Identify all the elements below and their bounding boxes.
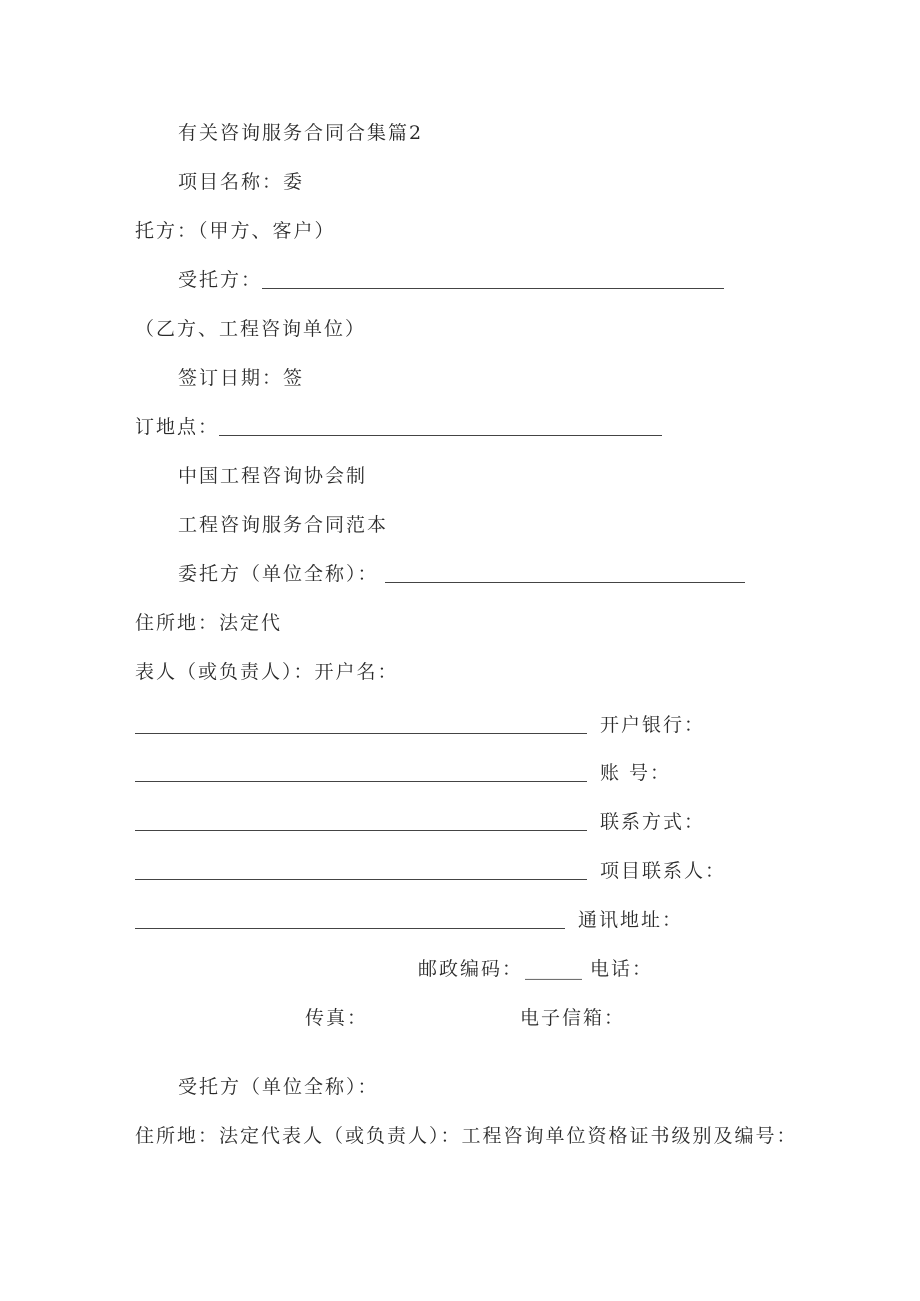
client-fullname-label: 委托方（单位全称）：: [178, 563, 379, 585]
contact-method-blank: [135, 830, 587, 831]
sign-place-blank: [219, 435, 662, 436]
bank-label: 开户银行：: [600, 714, 706, 736]
client-fullname-blank: [385, 582, 745, 583]
document-title: 有关咨询服务合同合集篇2: [178, 122, 424, 144]
bank-blank: [135, 733, 587, 734]
account-label: 账 号：: [600, 762, 672, 784]
account-blank: [135, 781, 587, 782]
mail-address-blank: [135, 928, 565, 929]
postal-code-label: 邮政编码：: [418, 958, 524, 980]
contractor-blank: [262, 288, 724, 289]
template-title: 工程咨询服务合同范本: [178, 514, 389, 536]
sign-date-line: 签订日期：签: [178, 367, 305, 389]
contractor-label: 受托方：: [178, 269, 263, 291]
project-contact-label: 项目联系人：: [600, 860, 727, 882]
client-address-line: 住所地：法定代: [135, 612, 283, 634]
project-name-line: 项目名称：委: [178, 171, 305, 193]
fax-label: 传真：: [305, 1007, 369, 1029]
sign-place-label: 订地点：: [135, 416, 220, 438]
client-rep-line: 表人（或负责人）：开户名：: [135, 661, 399, 683]
postal-code-blank: ______: [525, 958, 582, 980]
issuer-line: 中国工程咨询协会制: [178, 465, 368, 487]
mail-address-label: 通讯地址：: [578, 909, 684, 931]
phone-label: 电话：: [590, 958, 654, 980]
project-contact-blank: [135, 879, 587, 880]
contractor-note: （乙方、工程咨询单位）: [135, 318, 367, 340]
contractor-fullname-label: 受托方（单位全称）：: [178, 1076, 379, 1098]
email-label: 电子信箱：: [520, 1007, 626, 1029]
contact-method-label: 联系方式：: [600, 811, 706, 833]
contractor-address-line: 住所地：法定代表人（或负责人）：工程咨询单位资格证书级别及编号：: [135, 1125, 798, 1147]
client-party-line: 托方：（甲方、客户）: [135, 220, 336, 242]
